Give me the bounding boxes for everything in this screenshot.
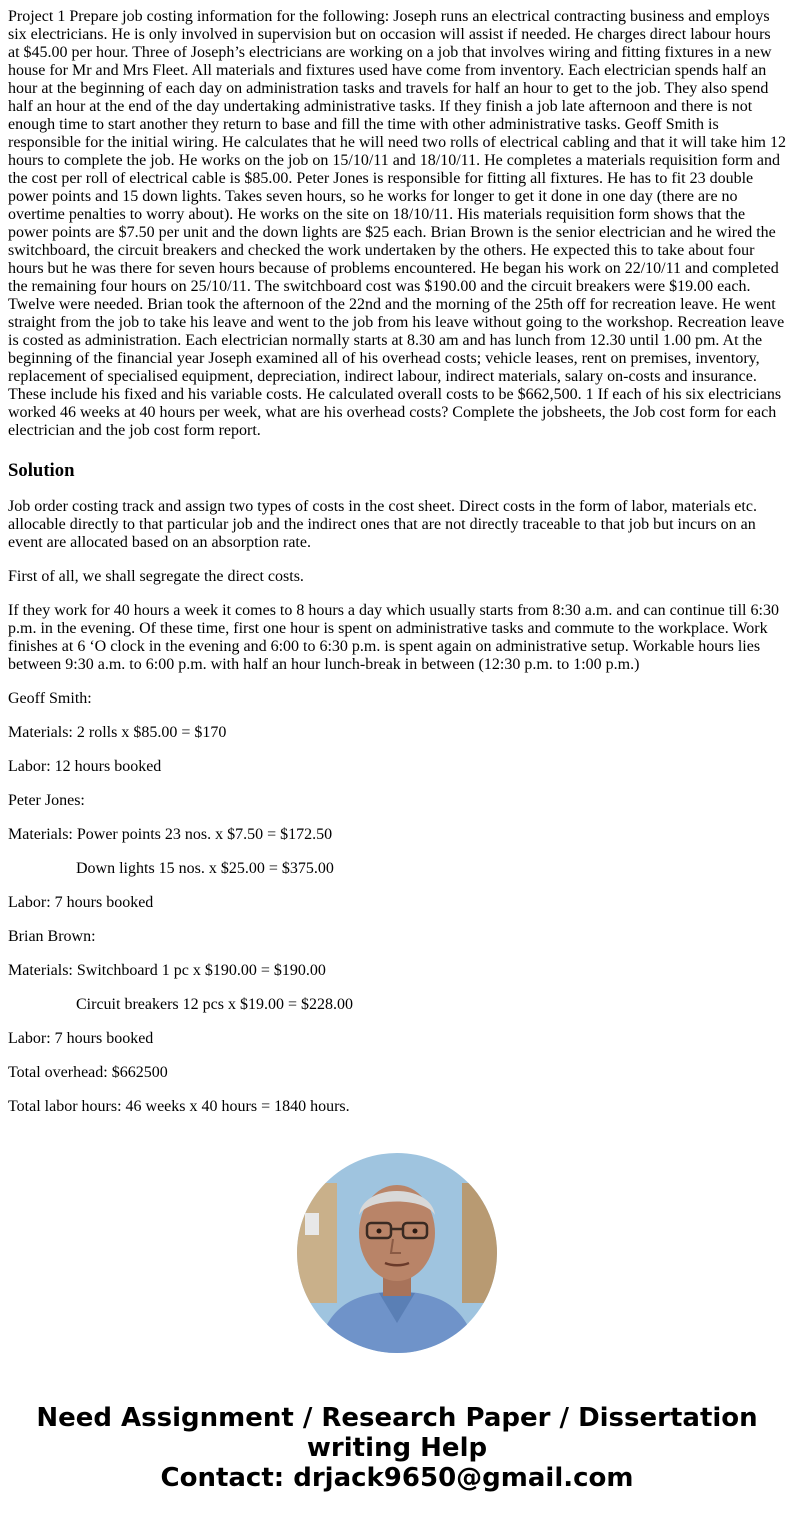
peter-labor: Labor: 7 hours booked [8, 894, 154, 911]
brian-name: Brian Brown: [8, 928, 96, 945]
peter-name: Peter Jones: [8, 792, 85, 809]
total-labor-hours: Total labor hours: 46 weeks x 40 hours = 1840 hours. [8, 1098, 350, 1115]
total-overhead: Total overhead: $662500 [8, 1064, 168, 1081]
segregate-note: First of all, we shall segregate the direct costs. [8, 568, 304, 585]
contact-email[interactable]: Contact: drjack9650@gmail.com [160, 1463, 634, 1493]
geoff-materials: Materials: 2 rolls x $85.00 = $170 [8, 724, 227, 741]
solution-intro: Job order costing track and assign two types of costs in the cost sheet. Direct costs in the form of labor, materials etc. allocable directly to that particular job and the indirect ones that are not directly traceable to that job but incurs on an event are allocated based on an absorption rate. [8, 498, 757, 551]
brian-materials-2: Circuit breakers 12 pcs x $19.00 = $228.00 [76, 996, 353, 1013]
solution-heading: Solution [8, 460, 75, 481]
help-banner [0, 1403, 794, 1493]
peter-materials-1: Materials: Power points 23 nos. x $7.50 = $172.50 [8, 826, 333, 843]
peter-materials-2: Down lights 15 nos. x $25.00 = $375.00 [76, 860, 334, 877]
brian-labor: Labor: 7 hours booked [8, 1030, 154, 1047]
question-text: Project 1 Prepare job costing information for the following: Joseph runs an electrical contracting business and employs six electricians. He is only involved in supervision but on occasion will assist if needed. He charges direct labour hours at $45.00 per hour. Three of Joseph’s electricians are working on a job that involves wiring and fitting fixtures in a new house for Mr and Mrs Fleet. All materials and fixtures used have come from inventory. Each electrician spends half an hour at the beginning of each day on administration tasks and travels for half an hour to get to the job. They also spend half an hour at the end of the day undertaking administrative tasks. If they finish a job late afternoon and there is not enough time to start another they return to base and fill the time with other administrative tasks. Geoff Smith is responsible for the initial wiring. He calculates that he will need two rolls of electrical cabling and that it will take him 12 hours to complete the job. He works on the job on 15/10/11 and 18/10/11. He completes a materials requisition form and the cost per roll of electrical cable is $85.00. Peter Jones is responsible for fitting all fixtures. He has to fit 23 double power points and 15 down lights. Takes seven hours, so he works for longer to get it done in one day (there are no overtime penalties to worry about). He works on the site on 18/10/11. His materials requisition form shows that the power points are $7.50 per unit and the down lights are $25 each. Brian Brown is the senior electrician and he wired the switchboard, the circuit breakers and checked the work undertaken by the others. He expected this to take about four hours but he was there for seven hours because of problems encountered. He began his work on 22/10/11 and completed the remaining four hours on 25/10/11. The switchboard cost was $190.00 and the circuit breakers were $19.00 each. Twelve were needed. Brian took the afternoon of the 22nd and the morning of the 25th off for recreation leave. He went straight from the job to take his leave and went to the job from his leave without going to the workshop. Recreation leave is costed as administration. Each electrician normally starts at 8.30 am and has lunch from 12.30 until 1.00 pm. At the beginning of the financial year Joseph examined all of his overhead costs; vehicle leases, rent on premises, inventory, replacement of specialised equipment, depreciation, indirect labour, indirect materials, salary on-costs and insurance. These include his fixed and his variable costs. He calculated overall costs to be $662,500. 1 If each of his six electricians worked 46 weeks at 40 hours per week, what are his overhead costs? Complete the jobsheets, the Job cost form for each electrician and the job cost form report. [8, 8, 786, 439]
geoff-name: Geoff Smith: [8, 690, 92, 707]
help-banner-line-2: writing Help [306, 1433, 488, 1463]
avatar [297, 1153, 497, 1353]
help-banner-line-1: Need Assignment / Research Paper / Dissertation [36, 1403, 758, 1433]
geoff-labor: Labor: 12 hours booked [8, 758, 162, 775]
hours-note: If they work for 40 hours a week it comes to 8 hours a day which usually starts from 8:30 a.m. and can continue till 6:30 p.m. in the evening. Of these time, first one hour is spent on administrative tasks and commute to the workplace. Work finishes at 6 ‘O clock in the evening and 6:00 to 6:30 p.m. is spent again on administrative setup. Workable hours lies between 9:30 a.m. to 6:00 p.m. with half an hour lunch-break in between (12:30 p.m. to 1:00 p.m.) [8, 602, 779, 673]
avatar-portrait [297, 1153, 497, 1353]
brian-materials-1: Materials: Switchboard 1 pc x $190.00 = $190.00 [8, 962, 326, 979]
